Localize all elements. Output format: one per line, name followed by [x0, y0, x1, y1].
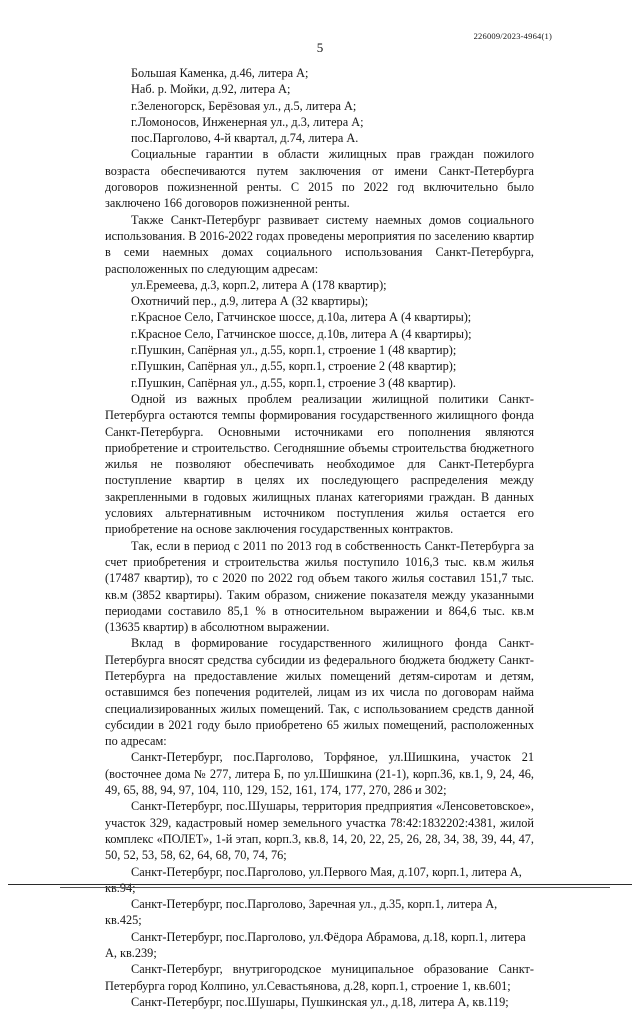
subsidy-address-item: Санкт-Петербург, пос.Парголово, Заречная ул., д.35, корп.1, литера А, кв.425;: [105, 897, 498, 928]
address-item: г.Зеленогорск, Берёзовая ул., д.5, литера А;: [131, 98, 357, 113]
rental-house-item: г.Красное Село, Гатчинское шоссе, д.10а, литера А (4 квартиры);: [131, 310, 472, 325]
paragraph-problems: Одной из важных проблем реализации жилищной политики Санкт-Петербурга остаются темпы формирования государственного жилищного фонда Санкт-Петербурга. Основными источниками его пополнения являются приобретение и строительство. Сегодняшние объемы строительства бюджетного жилья не позволяют обеспечивать необходимое для Санкт-Петербурга поступление квартир в целях их последующего распределения между закрепленными в годовых жилищных планах категориями граждан. В данных условиях альтернативным источником поступления жилья остается его приобретение на основе заключения государственных контрактов.: [105, 391, 534, 537]
address-item: г.Ломоносов, Инженерная ул., д.3, литера А;: [131, 114, 364, 129]
document-number: 226009/2023-4964(1): [473, 31, 552, 41]
subsidy-address-item: Санкт-Петербург, внутригородское муниципальное образование Санкт-Петербурга город Колпино, ул.Севастьянова, д.28, корп.1, строение 1, кв.601;: [105, 962, 534, 993]
rental-house-item: ул.Еремеева, д.3, корп.2, литера А (178 квартир);: [131, 277, 387, 292]
rental-house-item: г.Красное Село, Гатчинское шоссе, д.10в, литера А (4 квартиры);: [131, 326, 472, 341]
rental-house-item: г.Пушкин, Сапёрная ул., д.55, корп.1, строение 3 (48 квартир).: [131, 375, 456, 390]
subsidy-address-item: Санкт-Петербург, пос.Парголово, Торфяное, ул.Шишкина, участок 21 (восточнее дома № 277, литера Б, по ул.Шишкина (21-1), корп.36, кв.1, 9, 24, 46, 49, 65, 88, 94, 97, 104, 110, 129, 152, 161, 174, 177, 270, 286 и 302;: [105, 750, 534, 798]
rental-house-item: г.Пушкин, Сапёрная ул., д.55, корп.1, строение 1 (48 квартир);: [131, 343, 457, 358]
address-item: Большая Каменка, д.46, литера А;: [131, 66, 309, 80]
bottom-rule: [8, 884, 632, 885]
paragraph-social-guarantees: Социальные гарантии в области жилищных прав граждан пожилого возраста обеспечиваются путем заключения от имени Санкт-Петербурга договоров пожизненной ренты. С 2015 по 2022 год включительно было заключено 166 договоров пожизненной ренты.: [105, 147, 534, 211]
rental-house-item: г.Пушкин, Сапёрная ул., д.55, корп.1, строение 2 (48 квартир);: [131, 359, 457, 374]
paragraph-statistics: Так, если в период с 2011 по 2013 год в собственность Санкт-Петербурга за счет приобретения и строительства жилья поступило 1016,3 тыс. кв.м жилья (17487 квартир), то с 2020 по 2022 год объем такого жилья составил 151,7 тыс. кв.м (3852 квартиры). Таким образом, снижение показателя между указанными периодами составило 85,1 % в относительном выражении и 864,6 тыс. кв.м (13635 квартир) в абсолютном выражении.: [105, 538, 534, 635]
subsidy-address-item: Санкт-Петербург, пос.Парголово, ул.Первого Мая, д.107, корп.1, литера А, кв.94;: [105, 864, 522, 895]
paragraph-subsidy: Вклад в формирование государственного жилищного фонда Санкт-Петербурга вносят средства субсидии из федерального бюджета бюджету Санкт-Петербурга на предоставление жилых помещений детям-сиротам и детям, оставшимся без попечения родителей, лицам из их числа по договорам найма специализированных жилых помещений. Так, с использованием средств данной субсидии в 2021 году было приобретено 65 жилых помещений, расположенных по адресам:: [105, 636, 534, 749]
rental-house-item: Охотничий пер., д.9, литера А (32 квартиры);: [131, 294, 369, 309]
address-item: Наб. р. Мойки, д.92, литера А;: [131, 82, 291, 97]
address-item: пос.Парголово, 4-й квартал, д.74, литера А.: [131, 131, 359, 146]
bottom-rule: [60, 887, 610, 888]
document-body: [105, 65, 534, 1010]
subsidy-address-item: Санкт-Петербург, пос.Парголово, ул.Фёдора Абрамова, д.18, корп.1, литера А, кв.239;: [105, 929, 526, 961]
paragraph-rental-houses: Также Санкт-Петербург развивает систему наемных домов социального использования. В 2016-2022 годах проведены мероприятия по заселению квартир в семи наемных домах социального использования Санкт-Петербурга, расположенных по следующим адресам:: [105, 212, 534, 276]
page-number: 5: [316, 40, 324, 55]
subsidy-address-item: Санкт-Петербург, пос.Шушары, Пушкинская ул., д.18, литера А, кв.119;: [131, 994, 509, 1009]
subsidy-address-item: Санкт-Петербург, пос.Шушары, территория предприятия «Ленсоветовское», участок 329, кадастровый номер земельного участка 78:42:1832202:4381, жилой комплекс «ПОЛЕТ», 1-й этап, корп.3, кв.8, 14, 20, 22, 25, 26, 28, 34, 38, 39, 44, 47, 50, 52, 53, 58, 62, 64, 68, 70, 74, 76;: [105, 799, 534, 863]
